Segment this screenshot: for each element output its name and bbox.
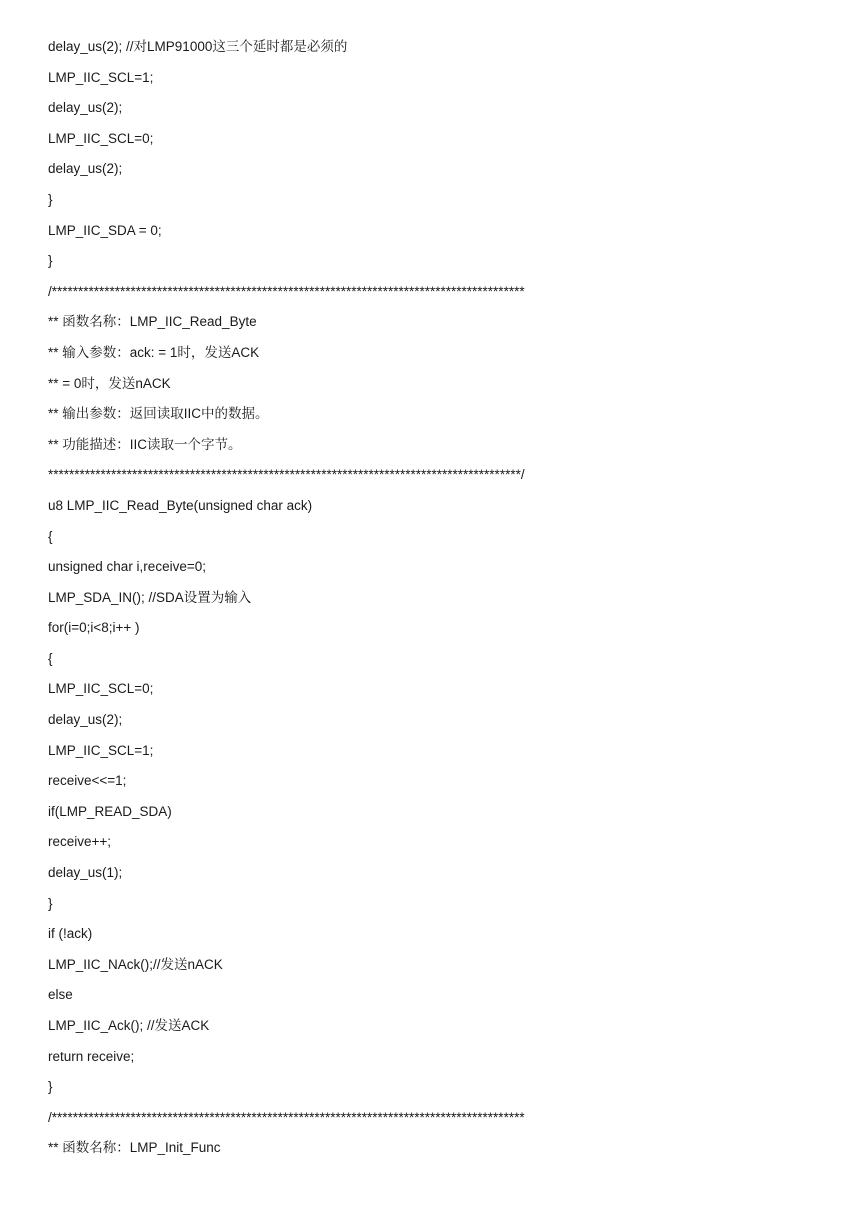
code-line: LMP_IIC_SCL=1; [48, 69, 154, 85]
comment-line: ** 函数名称：LMP_IIC_Read_Byte [48, 314, 257, 330]
comment-line: ** 功能描述：IIC读取一个字节。 [48, 436, 242, 452]
comment-line: ** 输出参数：返回读取IIC中的数据。 [48, 406, 269, 422]
code-line: u8 LMP_IIC_Read_Byte(unsigned char ack) [48, 497, 313, 513]
comment-border-line: ******************************************************************************************/ [48, 467, 525, 483]
code-line: LMP_IIC_NAck();//发送nACK [48, 956, 223, 972]
code-line: } [48, 253, 53, 269]
code-line: receive<<=1; [48, 773, 127, 789]
code-listing [48, 37, 525, 1169]
comment-border-line: /****************************************************************************************** [48, 1109, 525, 1125]
code-line: delay_us(2); [48, 161, 123, 177]
code-line: } [48, 191, 53, 207]
code-line: LMP_IIC_SCL=0; [48, 130, 154, 146]
code-line: { [48, 650, 53, 666]
code-line: } [48, 895, 53, 911]
code-line: return receive; [48, 1048, 135, 1064]
code-line: delay_us(2); [48, 712, 123, 728]
code-line: for(i=0;i<8;i++ ) [48, 620, 140, 636]
code-line: LMP_IIC_SDA = 0; [48, 222, 162, 238]
code-line: if(LMP_READ_SDA) [48, 803, 172, 819]
code-line: LMP_IIC_Ack(); //发送ACK [48, 1018, 210, 1033]
code-line: delay_us(1); [48, 865, 123, 881]
code-line: LMP_IIC_SCL=1; [48, 742, 154, 758]
comment-line: ** 输入参数：ack: = 1时，发送ACK [48, 344, 260, 360]
code-line: receive++; [48, 834, 112, 850]
comment-border-line: /****************************************************************************************** [48, 283, 525, 299]
code-line: delay_us(2); [48, 100, 123, 116]
code-line: unsigned char i,receive=0; [48, 559, 206, 575]
code-line: else [48, 987, 73, 1003]
code-line: } [48, 1079, 53, 1095]
code-line: LMP_SDA_IN(); //SDA设置为输入 [48, 589, 252, 605]
code-line: { [48, 528, 53, 544]
comment-line: ** 函数名称：LMP_Init_Func [48, 1140, 221, 1156]
code-line: if (!ack) [48, 926, 93, 942]
code-line: delay_us(2); //对LMP91000这三个延时都是必须的 [48, 39, 348, 54]
comment-line: ** = 0时，发送nACK [48, 375, 171, 391]
code-line: LMP_IIC_SCL=0; [48, 681, 154, 697]
